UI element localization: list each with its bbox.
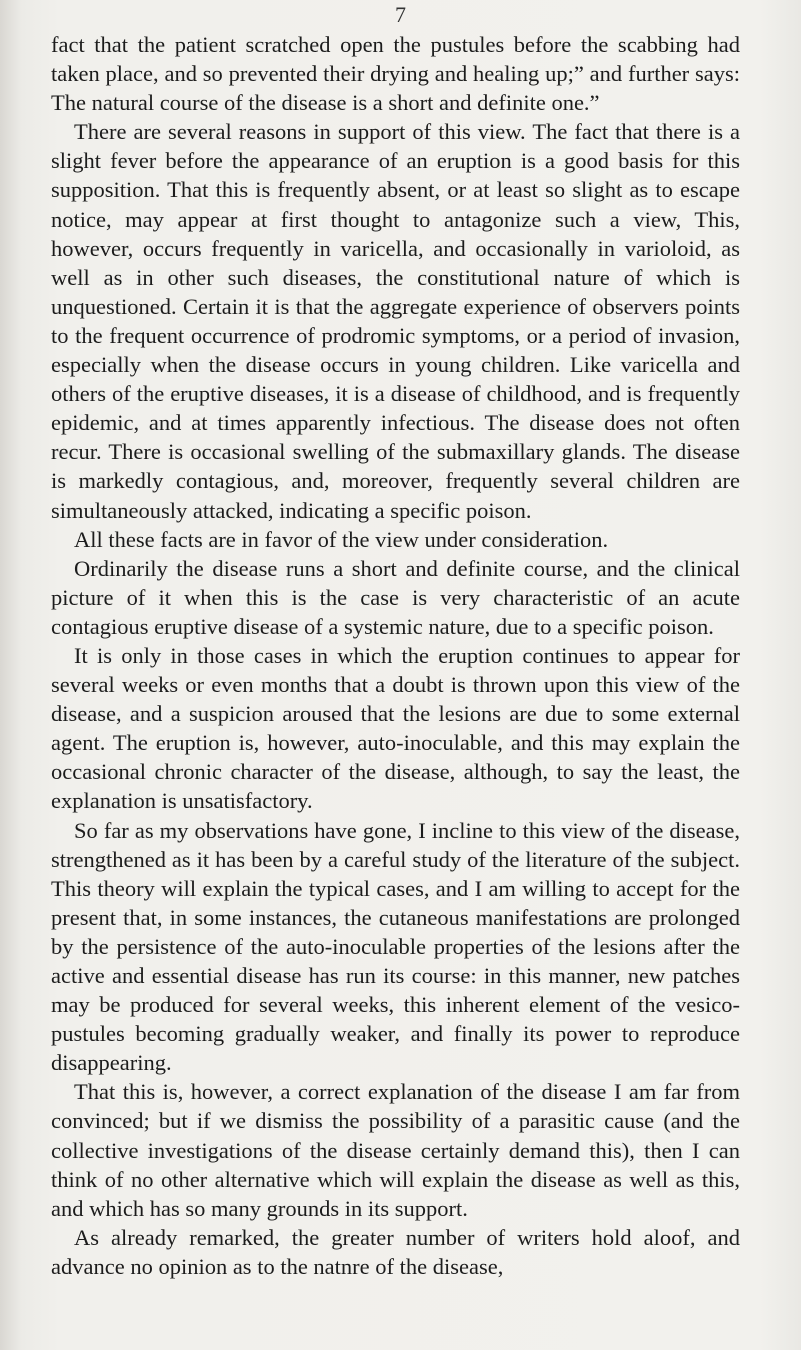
- body-text: [51, 30, 740, 1281]
- paragraph-2: There are several reasons in support of this view. The fact that there is a slight fever before the appearance of an eruption is a good basis for this supposition. That this is frequently absent, or at least so slight as to escape notice, may appear at first thought to antagonize such a view, This, however, occurs frequently in varicella, and occasionally in varioloid, as well as in other such diseases, the constitutional nature of which is unquestioned. Certain it is that the aggregate experience of observers points to the frequent occurrence of prodromic symptoms, or a period of invasion, especially when the disease occurs in young children. Like varicella and others of the eruptive diseases, it is a disease of childhood, and is frequently epidemic, and at times apparently infectious. The disease does not often recur. There is occasional swelling of the submaxillary glands. The disease is markedly contagious, and, moreover, frequently several children are simultaneously attacked, indicating a specific poison.: [51, 119, 740, 523]
- paragraph-7: That this is, however, a correct explanation of the disease I am far from convinced; but if we dismiss the possibility of a parasitic cause (and the collective investigations of the disease certainly demand this), then I can think of no other alternative which will explain the disease as well as this, and which has so many grounds in its support.: [51, 1079, 740, 1221]
- paragraph-6: So far as my observations have gone, I incline to this view of the disease, strengthened as it has been by a careful study of the literature of the subject. This theory will explain the typical cases, and I am willing to accept for the present that, in some instances, the cutaneous manifestations are prolonged by the persistence of the auto-inoculable properties of the lesions after the active and essential disease has run its course: in this manner, new patches may be produced for several weeks, this inherent element of the vesico-pustules becoming gradually weaker, and finally its power to reproduce disappearing.: [51, 817, 740, 1076]
- page-number: 7: [395, 2, 406, 27]
- paragraph-4: Ordinarily the disease runs a short and definite course, and the clinical picture of it when this is the case is very characteristic of an acute contagious eruptive disease of a systemic nature, due to a specific poison.: [51, 555, 740, 639]
- paragraph-5: It is only in those cases in which the eruption continues to appear for several weeks or even months that a doubt is thrown upon this view of the disease, and a suspicion aroused that the lesions are due to some external agent. The eruption is, however, auto-inoculable, and this may explain the occasional chronic character of the disease, although, to say the least, the explanation is unsatisfactory.: [51, 642, 740, 814]
- paragraph-1: fact that the patient scratched open the pustules before the scabbing had taken place, and so prevented their drying and healing up;” and further says: The natural course of the disease is a short and definite one.”: [51, 32, 740, 116]
- paragraph-3: All these facts are in favor of the view under consideration.: [74, 526, 609, 552]
- paragraph-8: As already remarked, the greater number of writers hold aloof, and advance no opinion as to the natnre of the disease,: [51, 1224, 740, 1279]
